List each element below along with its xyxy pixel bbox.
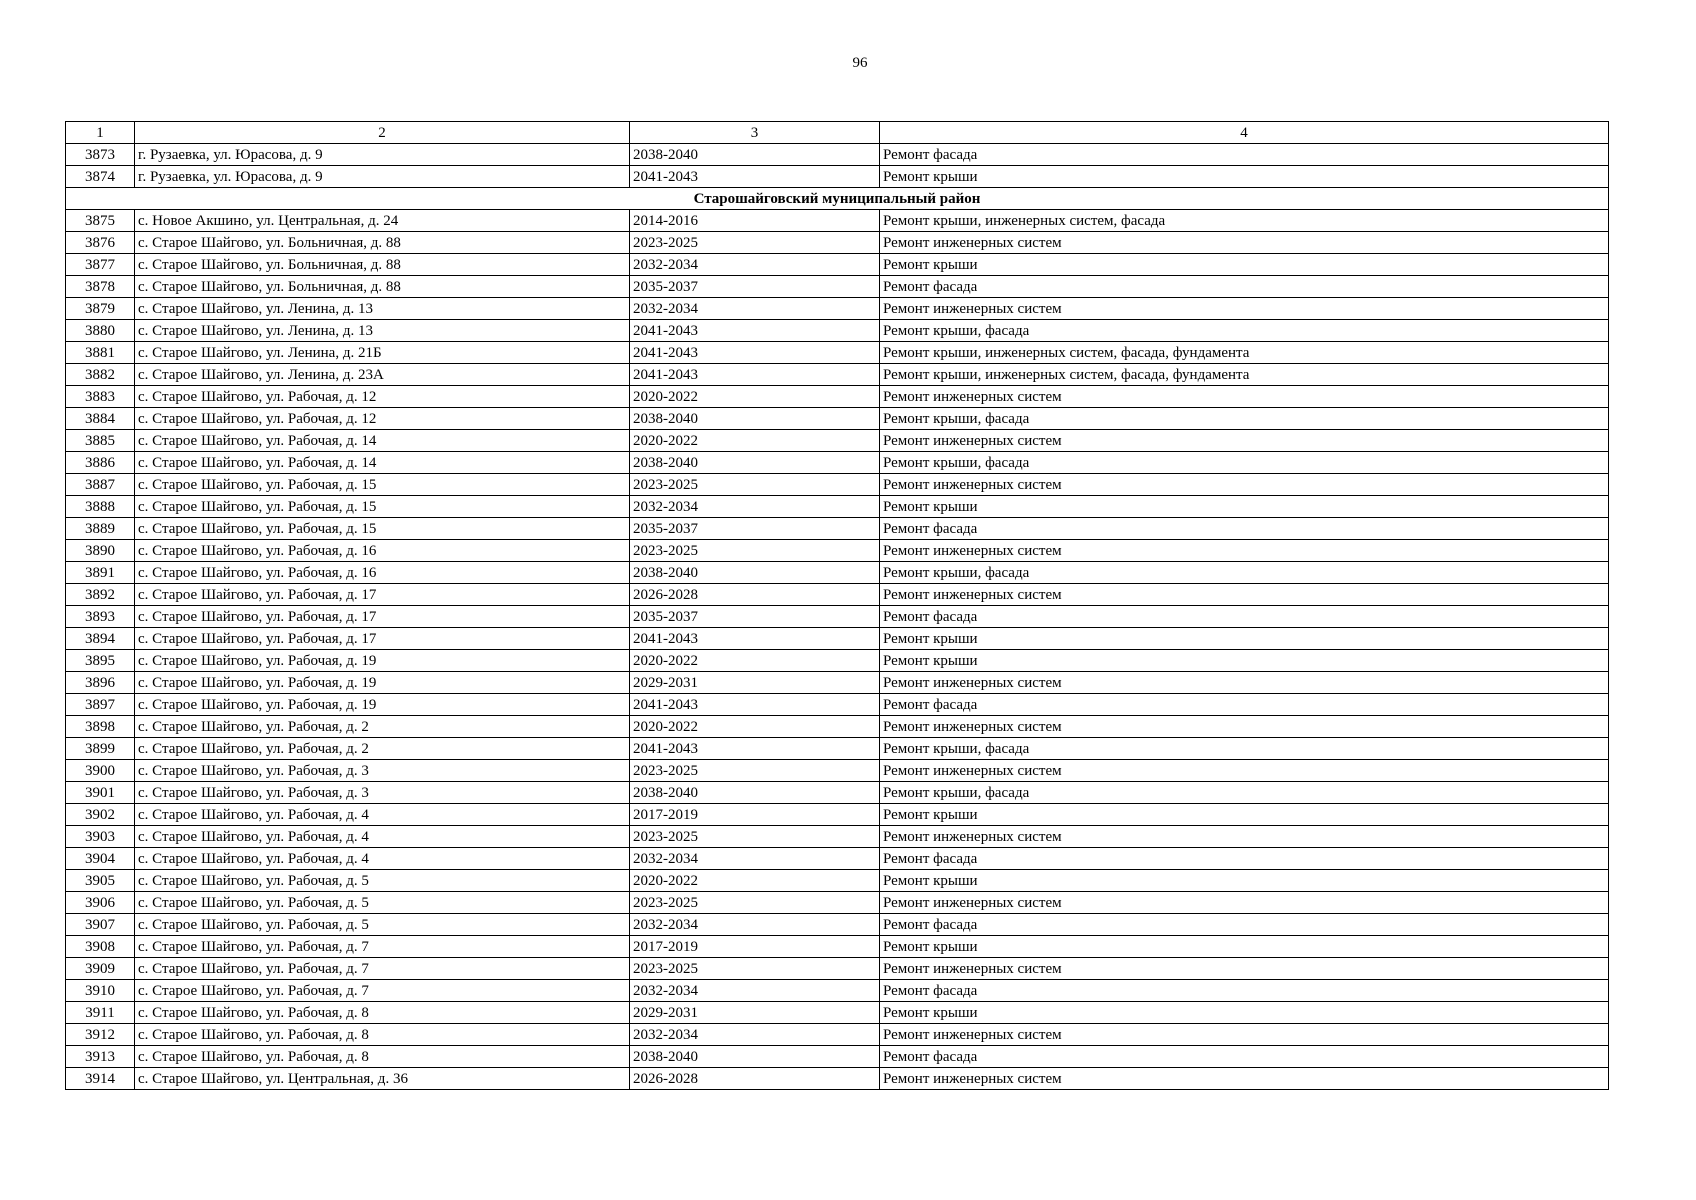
row-number: 3873 <box>66 144 135 166</box>
table-row <box>66 452 1609 474</box>
row-number: 3885 <box>66 430 135 452</box>
row-period: 2038-2040 <box>630 1046 880 1068</box>
row-period: 2041-2043 <box>630 364 880 386</box>
row-period: 2014-2016 <box>630 210 880 232</box>
table-row <box>66 738 1609 760</box>
row-address: с. Старое Шайгово, ул. Рабочая, д. 15 <box>135 474 630 496</box>
row-number: 3901 <box>66 782 135 804</box>
row-work-type: Ремонт инженерных систем <box>880 232 1609 254</box>
row-number: 3883 <box>66 386 135 408</box>
row-number: 3909 <box>66 958 135 980</box>
row-address: с. Старое Шайгово, ул. Центральная, д. 36 <box>135 1068 630 1090</box>
row-work-type: Ремонт крыши <box>880 936 1609 958</box>
row-work-type: Ремонт инженерных систем <box>880 540 1609 562</box>
row-address: с. Старое Шайгово, ул. Рабочая, д. 17 <box>135 584 630 606</box>
row-address: с. Старое Шайгово, ул. Рабочая, д. 5 <box>135 892 630 914</box>
row-address: с. Старое Шайгово, ул. Рабочая, д. 16 <box>135 562 630 584</box>
row-number: 3911 <box>66 1002 135 1024</box>
row-work-type: Ремонт крыши <box>880 650 1609 672</box>
row-period: 2032-2034 <box>630 914 880 936</box>
region-header-row <box>66 188 1609 210</box>
table-row <box>66 210 1609 232</box>
row-work-type: Ремонт инженерных систем <box>880 1068 1609 1090</box>
row-work-type: Ремонт инженерных систем <box>880 958 1609 980</box>
row-period: 2032-2034 <box>630 254 880 276</box>
row-work-type: Ремонт крыши, фасада <box>880 320 1609 342</box>
row-period: 2038-2040 <box>630 782 880 804</box>
row-period: 2029-2031 <box>630 1002 880 1024</box>
row-address: с. Старое Шайгово, ул. Рабочая, д. 17 <box>135 628 630 650</box>
table-row <box>66 892 1609 914</box>
column-header-1: 1 <box>66 122 135 144</box>
table-row <box>66 166 1609 188</box>
row-number: 3892 <box>66 584 135 606</box>
row-work-type: Ремонт крыши, фасада <box>880 452 1609 474</box>
table-row <box>66 584 1609 606</box>
table-row <box>66 254 1609 276</box>
table-row <box>66 1068 1609 1090</box>
table-row <box>66 980 1609 1002</box>
row-number: 3902 <box>66 804 135 826</box>
row-number: 3896 <box>66 672 135 694</box>
row-work-type: Ремонт фасада <box>880 144 1609 166</box>
row-period: 2041-2043 <box>630 166 880 188</box>
table-row <box>66 364 1609 386</box>
row-period: 2020-2022 <box>630 430 880 452</box>
row-number: 3903 <box>66 826 135 848</box>
row-number: 3876 <box>66 232 135 254</box>
row-number: 3889 <box>66 518 135 540</box>
row-work-type: Ремонт инженерных систем <box>880 386 1609 408</box>
row-address: г. Рузаевка, ул. Юрасова, д. 9 <box>135 144 630 166</box>
row-address: с. Старое Шайгово, ул. Рабочая, д. 8 <box>135 1046 630 1068</box>
row-address: с. Старое Шайгово, ул. Ленина, д. 13 <box>135 298 630 320</box>
row-address: с. Старое Шайгово, ул. Рабочая, д. 4 <box>135 848 630 870</box>
row-work-type: Ремонт инженерных систем <box>880 298 1609 320</box>
row-number: 3880 <box>66 320 135 342</box>
row-work-type: Ремонт крыши, инженерных систем, фасада, фундамента <box>880 342 1609 364</box>
row-work-type: Ремонт крыши <box>880 870 1609 892</box>
row-address: с. Старое Шайгово, ул. Рабочая, д. 19 <box>135 672 630 694</box>
page-number: 96 <box>852 55 868 71</box>
row-number: 3886 <box>66 452 135 474</box>
table-body-region-rows <box>66 210 1609 1090</box>
row-number: 3879 <box>66 298 135 320</box>
table-row <box>66 408 1609 430</box>
table-row <box>66 628 1609 650</box>
row-number: 3874 <box>66 166 135 188</box>
row-work-type: Ремонт инженерных систем <box>880 474 1609 496</box>
row-address: с. Старое Шайгово, ул. Рабочая, д. 14 <box>135 452 630 474</box>
row-work-type: Ремонт инженерных систем <box>880 826 1609 848</box>
region-title: Старошайговский муниципальный район <box>66 188 1609 210</box>
row-period: 2023-2025 <box>630 760 880 782</box>
table-row <box>66 870 1609 892</box>
row-address: с. Старое Шайгово, ул. Рабочая, д. 8 <box>135 1024 630 1046</box>
table-row <box>66 540 1609 562</box>
row-period: 2035-2037 <box>630 606 880 628</box>
row-number: 3887 <box>66 474 135 496</box>
row-work-type: Ремонт инженерных систем <box>880 760 1609 782</box>
table-row <box>66 1002 1609 1024</box>
table-row <box>66 144 1609 166</box>
row-number: 3897 <box>66 694 135 716</box>
table-row <box>66 1024 1609 1046</box>
row-period: 2023-2025 <box>630 232 880 254</box>
table-row <box>66 562 1609 584</box>
row-period: 2038-2040 <box>630 144 880 166</box>
row-period: 2032-2034 <box>630 1024 880 1046</box>
row-period: 2023-2025 <box>630 826 880 848</box>
row-period: 2020-2022 <box>630 386 880 408</box>
row-work-type: Ремонт инженерных систем <box>880 892 1609 914</box>
row-address: г. Рузаевка, ул. Юрасова, д. 9 <box>135 166 630 188</box>
row-work-type: Ремонт крыши, фасада <box>880 738 1609 760</box>
table-row <box>66 694 1609 716</box>
row-number: 3875 <box>66 210 135 232</box>
row-period: 2041-2043 <box>630 628 880 650</box>
row-number: 3878 <box>66 276 135 298</box>
row-work-type: Ремонт крыши <box>880 166 1609 188</box>
row-work-type: Ремонт фасада <box>880 848 1609 870</box>
row-work-type: Ремонт крыши, фасада <box>880 562 1609 584</box>
row-address: с. Старое Шайгово, ул. Больничная, д. 88 <box>135 276 630 298</box>
row-period: 2020-2022 <box>630 716 880 738</box>
row-period: 2032-2034 <box>630 848 880 870</box>
column-number-row <box>66 122 1609 144</box>
table-row <box>66 518 1609 540</box>
row-number: 3898 <box>66 716 135 738</box>
row-period: 2041-2043 <box>630 738 880 760</box>
table-row <box>66 232 1609 254</box>
repair-schedule-table <box>65 121 1609 1090</box>
row-work-type: Ремонт фасада <box>880 276 1609 298</box>
row-period: 2032-2034 <box>630 980 880 1002</box>
row-period: 2020-2022 <box>630 650 880 672</box>
row-number: 3894 <box>66 628 135 650</box>
row-period: 2038-2040 <box>630 562 880 584</box>
row-address: с. Старое Шайгово, ул. Рабочая, д. 19 <box>135 650 630 672</box>
table-row <box>66 342 1609 364</box>
row-work-type: Ремонт фасада <box>880 980 1609 1002</box>
row-period: 2023-2025 <box>630 540 880 562</box>
row-address: с. Старое Шайгово, ул. Рабочая, д. 12 <box>135 386 630 408</box>
row-period: 2041-2043 <box>630 694 880 716</box>
row-period: 2035-2037 <box>630 276 880 298</box>
row-address: с. Старое Шайгово, ул. Ленина, д. 13 <box>135 320 630 342</box>
row-period: 2026-2028 <box>630 584 880 606</box>
row-address: с. Старое Шайгово, ул. Рабочая, д. 3 <box>135 760 630 782</box>
row-address: с. Старое Шайгово, ул. Рабочая, д. 3 <box>135 782 630 804</box>
row-period: 2023-2025 <box>630 892 880 914</box>
table-row <box>66 276 1609 298</box>
row-period: 2023-2025 <box>630 474 880 496</box>
row-number: 3904 <box>66 848 135 870</box>
table-row <box>66 848 1609 870</box>
row-work-type: Ремонт крыши <box>880 496 1609 518</box>
row-period: 2041-2043 <box>630 320 880 342</box>
row-address: с. Старое Шайгово, ул. Рабочая, д. 19 <box>135 694 630 716</box>
row-work-type: Ремонт крыши, инженерных систем, фасада, фундамента <box>880 364 1609 386</box>
table-row <box>66 606 1609 628</box>
row-address: с. Старое Шайгово, ул. Рабочая, д. 4 <box>135 804 630 826</box>
row-work-type: Ремонт инженерных систем <box>880 584 1609 606</box>
row-number: 3913 <box>66 1046 135 1068</box>
row-number: 3912 <box>66 1024 135 1046</box>
row-number: 3900 <box>66 760 135 782</box>
row-number: 3890 <box>66 540 135 562</box>
row-work-type: Ремонт инженерных систем <box>880 430 1609 452</box>
region-section <box>66 188 1609 210</box>
row-work-type: Ремонт крыши, инженерных систем, фасада <box>880 210 1609 232</box>
row-work-type: Ремонт фасада <box>880 914 1609 936</box>
row-address: с. Старое Шайгово, ул. Рабочая, д. 7 <box>135 958 630 980</box>
table-row <box>66 914 1609 936</box>
row-address: с. Старое Шайгово, ул. Ленина, д. 21Б <box>135 342 630 364</box>
row-work-type: Ремонт крыши <box>880 804 1609 826</box>
row-address: с. Новое Акшино, ул. Центральная, д. 24 <box>135 210 630 232</box>
table-row <box>66 804 1609 826</box>
row-number: 3877 <box>66 254 135 276</box>
row-number: 3899 <box>66 738 135 760</box>
table-row <box>66 672 1609 694</box>
row-address: с. Старое Шайгово, ул. Рабочая, д. 7 <box>135 936 630 958</box>
row-work-type: Ремонт инженерных систем <box>880 716 1609 738</box>
row-work-type: Ремонт фасада <box>880 606 1609 628</box>
column-header-3: 3 <box>630 122 880 144</box>
table-row <box>66 298 1609 320</box>
row-address: с. Старое Шайгово, ул. Рабочая, д. 17 <box>135 606 630 628</box>
row-period: 2032-2034 <box>630 496 880 518</box>
row-work-type: Ремонт крыши <box>880 628 1609 650</box>
row-period: 2020-2022 <box>630 870 880 892</box>
row-address: с. Старое Шайгово, ул. Рабочая, д. 5 <box>135 870 630 892</box>
column-header-4: 4 <box>880 122 1609 144</box>
table-row <box>66 936 1609 958</box>
row-period: 2023-2025 <box>630 958 880 980</box>
row-address: с. Старое Шайгово, ул. Рабочая, д. 5 <box>135 914 630 936</box>
table-row <box>66 386 1609 408</box>
row-work-type: Ремонт инженерных систем <box>880 672 1609 694</box>
row-period: 2026-2028 <box>630 1068 880 1090</box>
row-period: 2032-2034 <box>630 298 880 320</box>
table-row <box>66 760 1609 782</box>
row-work-type: Ремонт крыши, фасада <box>880 408 1609 430</box>
row-address: с. Старое Шайгово, ул. Рабочая, д. 2 <box>135 716 630 738</box>
table-row <box>66 1046 1609 1068</box>
row-number: 3906 <box>66 892 135 914</box>
table-body-before-region <box>66 144 1609 188</box>
table-row <box>66 430 1609 452</box>
table-row <box>66 782 1609 804</box>
row-address: с. Старое Шайгово, ул. Рабочая, д. 14 <box>135 430 630 452</box>
row-address: с. Старое Шайгово, ул. Рабочая, д. 2 <box>135 738 630 760</box>
table-row <box>66 474 1609 496</box>
row-address: с. Старое Шайгово, ул. Больничная, д. 88 <box>135 254 630 276</box>
row-number: 3882 <box>66 364 135 386</box>
row-period: 2038-2040 <box>630 408 880 430</box>
row-work-type: Ремонт крыши <box>880 254 1609 276</box>
row-number: 3891 <box>66 562 135 584</box>
row-number: 3895 <box>66 650 135 672</box>
row-address: с. Старое Шайгово, ул. Больничная, д. 88 <box>135 232 630 254</box>
table-row <box>66 320 1609 342</box>
row-address: с. Старое Шайгово, ул. Рабочая, д. 12 <box>135 408 630 430</box>
table-row <box>66 496 1609 518</box>
row-address: с. Старое Шайгово, ул. Рабочая, д. 15 <box>135 496 630 518</box>
row-period: 2041-2043 <box>630 342 880 364</box>
row-address: с. Старое Шайгово, ул. Рабочая, д. 8 <box>135 1002 630 1024</box>
row-address: с. Старое Шайгово, ул. Рабочая, д. 16 <box>135 540 630 562</box>
row-period: 2035-2037 <box>630 518 880 540</box>
row-number: 3910 <box>66 980 135 1002</box>
row-period: 2038-2040 <box>630 452 880 474</box>
row-number: 3888 <box>66 496 135 518</box>
row-address: с. Старое Шайгово, ул. Рабочая, д. 7 <box>135 980 630 1002</box>
row-number: 3908 <box>66 936 135 958</box>
row-period: 2029-2031 <box>630 672 880 694</box>
row-period: 2017-2019 <box>630 936 880 958</box>
row-address: с. Старое Шайгово, ул. Ленина, д. 23А <box>135 364 630 386</box>
table-header <box>66 122 1609 144</box>
row-number: 3907 <box>66 914 135 936</box>
row-work-type: Ремонт фасада <box>880 694 1609 716</box>
table-row <box>66 826 1609 848</box>
row-number: 3881 <box>66 342 135 364</box>
row-number: 3893 <box>66 606 135 628</box>
row-number: 3905 <box>66 870 135 892</box>
table-row <box>66 650 1609 672</box>
table-row <box>66 716 1609 738</box>
row-work-type: Ремонт инженерных систем <box>880 1024 1609 1046</box>
row-number: 3914 <box>66 1068 135 1090</box>
table-row <box>66 958 1609 980</box>
column-header-2: 2 <box>135 122 630 144</box>
row-work-type: Ремонт фасада <box>880 518 1609 540</box>
row-address: с. Старое Шайгово, ул. Рабочая, д. 15 <box>135 518 630 540</box>
row-period: 2017-2019 <box>630 804 880 826</box>
row-work-type: Ремонт крыши, фасада <box>880 782 1609 804</box>
row-address: с. Старое Шайгово, ул. Рабочая, д. 4 <box>135 826 630 848</box>
row-work-type: Ремонт крыши <box>880 1002 1609 1024</box>
row-work-type: Ремонт фасада <box>880 1046 1609 1068</box>
row-number: 3884 <box>66 408 135 430</box>
